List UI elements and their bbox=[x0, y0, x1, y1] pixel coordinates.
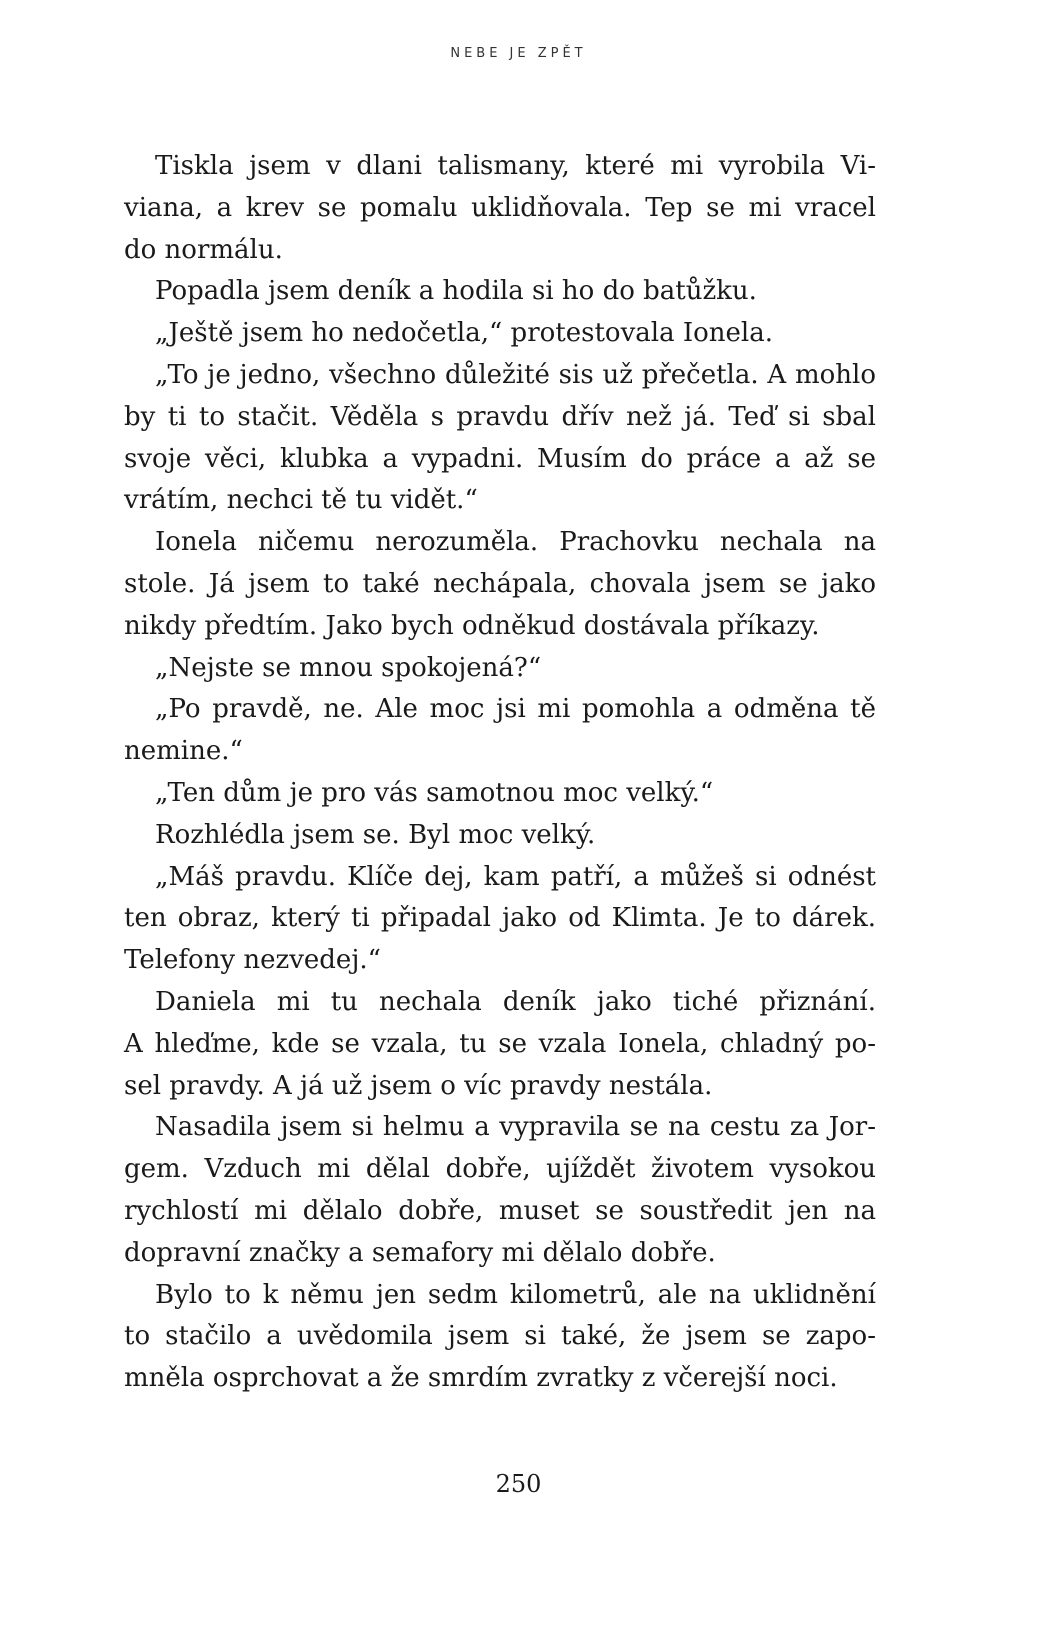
paragraph bbox=[124, 355, 876, 522]
text-line: dopravní značky a semafory mi dělalo dobře. bbox=[124, 1237, 716, 1268]
text-line: viana, a krev se pomalu uklidňovala. Tep se mi vracel bbox=[124, 192, 876, 223]
paragraph bbox=[124, 1275, 876, 1400]
paragraph bbox=[124, 271, 876, 313]
paragraph bbox=[124, 313, 876, 355]
text-line: „Ten dům je pro vás samotnou moc velký.“ bbox=[155, 777, 714, 808]
text-line: mněla osprchovat a že smrdím zvratky z včerejší noci. bbox=[124, 1363, 838, 1394]
text-line: svoje věci, klubka a vypadni. Musím do práce a až se bbox=[124, 443, 876, 474]
text-line: ten obraz, který ti připadal jako od Klimta. Je to dárek. bbox=[124, 903, 876, 934]
text-line: „To je jedno, všechno důležité sis už přečetla. A mohlo bbox=[155, 359, 876, 390]
paragraph bbox=[124, 857, 876, 982]
text-line: „Máš pravdu. Klíče dej, kam patří, a můžeš si odnést bbox=[155, 861, 876, 892]
body-text bbox=[124, 146, 876, 1400]
text-line: by ti to stačit. Věděla s pravdu dřív než já. Teď si sbal bbox=[124, 401, 876, 432]
paragraph bbox=[124, 146, 876, 271]
text-line: sel pravdy. A já už jsem o víc pravdy nestála. bbox=[124, 1070, 713, 1101]
text-line: nikdy předtím. Jako bych odněkud dostávala příkazy. bbox=[124, 610, 820, 641]
text-line: nemine.“ bbox=[124, 736, 243, 767]
page-number: 250 bbox=[495, 1470, 542, 1498]
text-line: do normálu. bbox=[124, 234, 283, 265]
text-line: to stačilo a uvědomila jsem si také, že jsem se zapo- bbox=[124, 1321, 876, 1352]
text-line: stole. Já jsem to také nechápala, chovala jsem se jako bbox=[124, 568, 876, 599]
paragraph bbox=[124, 689, 876, 773]
text-line: vrátím, nechci tě tu vidět.“ bbox=[124, 485, 478, 516]
paragraph bbox=[124, 1107, 876, 1274]
text-line: Rozhlédla jsem se. Byl moc velký. bbox=[155, 819, 596, 850]
text-line: Popadla jsem deník a hodila si ho do batůžku. bbox=[155, 276, 757, 307]
text-line: gem. Vzduch mi dělal dobře, ujíždět životem vysokou bbox=[124, 1154, 876, 1185]
text-line: Daniela mi tu nechala deník jako tiché přiznání. bbox=[155, 986, 876, 1017]
running-header: NEBE JE ZPĚT bbox=[450, 46, 587, 61]
text-line: „Po pravdě, ne. Ale moc jsi mi pomohla a odměna tě bbox=[155, 694, 876, 725]
paragraph bbox=[124, 815, 876, 857]
paragraph bbox=[124, 982, 876, 1107]
text-line: Bylo to k němu jen sedm kilometrů, ale na uklidnění bbox=[155, 1279, 876, 1310]
paragraph bbox=[124, 773, 876, 815]
text-line: rychlostí mi dělalo dobře, muset se soustředit jen na bbox=[124, 1195, 876, 1226]
text-line: „Ještě jsem ho nedočetla,“ protestovala Ionela. bbox=[155, 318, 773, 349]
paragraph bbox=[124, 648, 876, 690]
text-line: Ionela ničemu nerozuměla. Prachovku nechala na bbox=[155, 527, 876, 558]
text-line: Nasadila jsem si helmu a vypravila se na cestu za Jor- bbox=[155, 1112, 876, 1143]
paragraph bbox=[124, 522, 876, 647]
text-line: A hleďme, kde se vzala, tu se vzala Ionela, chladný po- bbox=[124, 1028, 876, 1059]
text-line: „Nejste se mnou spokojená?“ bbox=[155, 652, 542, 683]
text-line: Telefony nezvedej.“ bbox=[124, 945, 381, 976]
text-line: Tiskla jsem v dlani talismany, které mi vyrobila Vi- bbox=[155, 151, 876, 181]
